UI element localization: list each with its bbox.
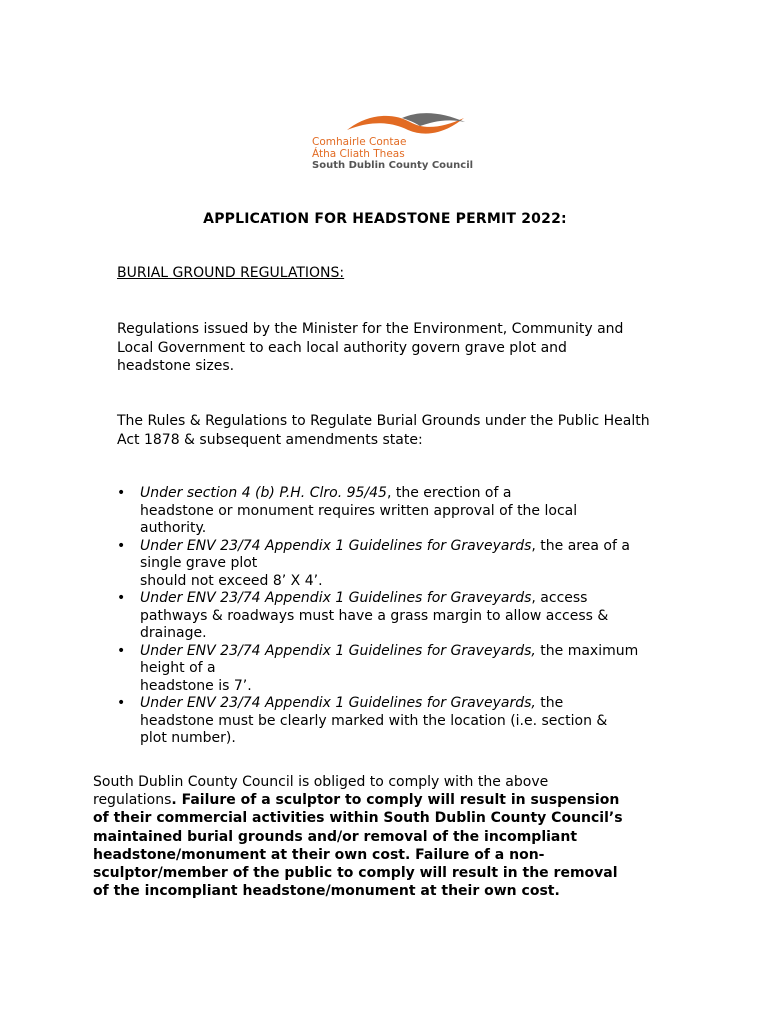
list-item	[117, 643, 707, 696]
logo-english-name: South Dublin County Council	[312, 160, 474, 171]
logo-irish-name-line1: Comhairle Contae	[312, 136, 407, 148]
regulation-reference: Under ENV 23/74 Appendix 1 Guidelines for Graveyards,	[140, 642, 536, 659]
notice-warning-line: maintained burial grounds and/or removal of the incompliant	[93, 828, 578, 845]
regulation-text: authority.	[140, 520, 207, 536]
regulation-text: should not exceed 8’ X 4’.	[140, 572, 323, 589]
compliance-notice	[93, 773, 713, 900]
regulation-text: drainage.	[140, 625, 207, 641]
regulation-reference: Under section 4 (b) P.H. Clro. 95/45	[140, 485, 387, 501]
regulations-list	[117, 485, 707, 748]
regulations-intro-paragraph	[117, 320, 717, 376]
notice-warning-text: . Failure of a sculptor to comply will result in suspension	[171, 792, 620, 809]
paragraph-line: Regulations issued by the Minister for the Environment, Community and	[117, 321, 624, 337]
regulation-text: , the erection of a	[386, 485, 512, 501]
notice-line: South Dublin County Council is obliged to comply with the above	[93, 774, 549, 790]
regulation-text: height of a	[140, 660, 216, 676]
paragraph-line: Local Government to each local authority govern grave plot and	[117, 339, 567, 356]
council-logo-mark	[342, 112, 467, 138]
regulation-text: , access	[531, 590, 588, 606]
paragraph-line: Act 1878 & subsequent amendments state:	[117, 431, 423, 448]
list-item	[117, 695, 707, 748]
regulation-text: headstone must be clearly marked with the location (i.e. section &	[140, 712, 608, 729]
list-item	[117, 538, 707, 591]
bullet-icon: •	[117, 695, 126, 711]
regulation-text: single grave plot	[140, 555, 258, 571]
logo-irish-name-line2: Átha Cliath Theas	[312, 148, 405, 160]
list-item	[117, 590, 707, 643]
notice-text: regulations	[93, 792, 172, 809]
paragraph-line: headstone sizes.	[117, 358, 235, 374]
regulation-reference: Under ENV 23/74 Appendix 1 Guidelines for Graveyards	[140, 590, 532, 606]
regulation-text: the maximum	[535, 642, 639, 659]
council-logo	[310, 112, 474, 174]
document-title: APPLICATION FOR HEADSTONE PERMIT 2022:	[203, 211, 567, 227]
section-heading: BURIAL GROUND REGULATIONS:	[117, 265, 345, 281]
bullet-icon: •	[117, 642, 126, 659]
regulation-text: headstone or monument requires written approval of the local	[140, 502, 578, 519]
notice-warning-line: headstone/monument at their own cost. Failure of a non-	[93, 846, 545, 863]
bullet-icon: •	[117, 590, 126, 606]
paragraph-line: The Rules & Regulations to Regulate Burial Grounds under the Public Health	[117, 413, 650, 429]
regulation-reference: Under ENV 23/74 Appendix 1 Guidelines for Graveyards,	[140, 695, 536, 711]
regulation-text: the	[535, 695, 564, 711]
list-item	[117, 485, 707, 538]
regulation-text: plot number).	[140, 730, 236, 746]
bullet-icon: •	[117, 485, 126, 501]
regulation-text: pathways & roadways must have a grass margin to allow access &	[140, 607, 609, 624]
notice-warning-line: of the incompliant headstone/monument at their own cost.	[93, 883, 560, 900]
regulation-reference: Under ENV 23/74 Appendix 1 Guidelines for Graveyards	[140, 537, 532, 554]
rules-intro-paragraph	[117, 412, 717, 449]
regulation-text: headstone is 7’.	[140, 677, 252, 694]
regulation-text: , the area of a	[531, 537, 630, 554]
bullet-icon: •	[117, 537, 126, 554]
notice-warning-line: sculptor/member of the public to comply will result in the removal	[93, 865, 618, 882]
notice-warning-line: of their commercial activities within South Dublin County Council’s	[93, 810, 623, 827]
